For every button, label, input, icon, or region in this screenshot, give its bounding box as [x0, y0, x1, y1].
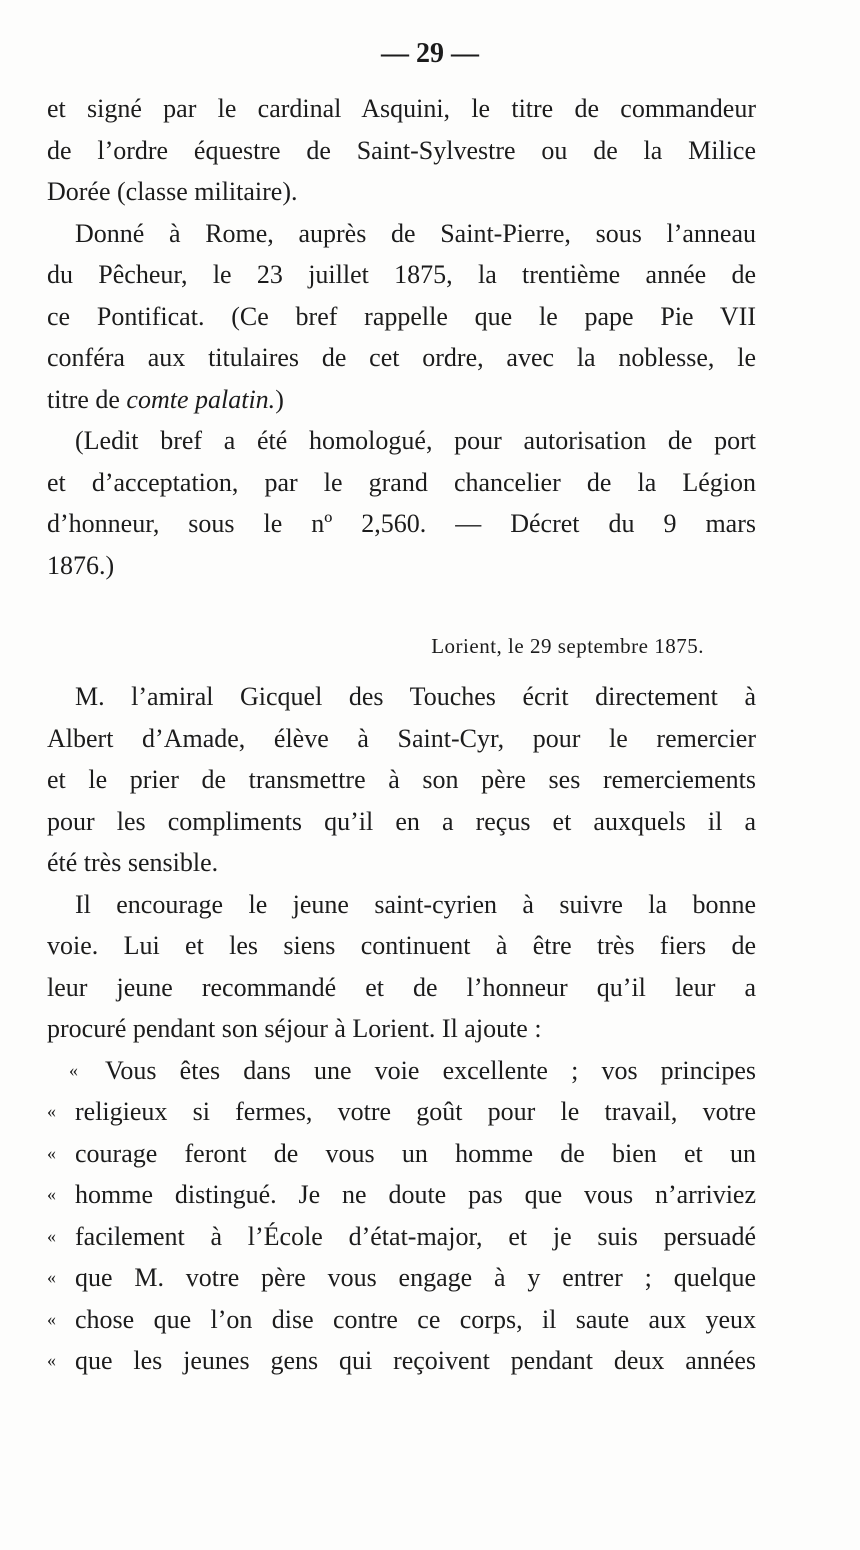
quote-line	[47, 1216, 756, 1258]
quote-line	[47, 1174, 756, 1216]
quote-line	[47, 1133, 756, 1175]
text-line: (Ledit bref a été homologué, pour autorisation de port	[75, 426, 756, 455]
letter-body	[47, 676, 756, 1382]
quote-line	[47, 1257, 756, 1299]
quote-line	[47, 1299, 756, 1341]
text-line: Donné à Rome, auprès de Saint-Pierre, sous l’anneau	[75, 218, 756, 248]
guillemet-mark: «	[47, 1308, 56, 1329]
quote-text: religieux si fermes, votre goût pour le travail, votre	[75, 1097, 756, 1126]
text-line: d’honneur, sous le nº 2,560. — Décret du 9 mars	[47, 509, 756, 538]
text-line: été très sensible.	[47, 848, 219, 877]
text-line: leur jeune recommandé et de l’honneur qu’il leur a	[47, 972, 756, 1002]
guillemet-mark: «	[47, 1267, 56, 1287]
dateline: Lorient, le 29 septembre 1875.	[431, 634, 704, 658]
guillemet-mark: «	[69, 1059, 78, 1080]
guillemet-mark: «	[47, 1101, 56, 1121]
text-line: Dorée (classe militaire).	[47, 177, 298, 206]
text-line	[47, 379, 756, 421]
text-run: titre de	[47, 384, 127, 414]
text-line: du Pêcheur, le 23 juillet 1875, la trentième année de	[47, 260, 756, 289]
quote-line	[47, 1050, 756, 1092]
italic-term: comte palatin.	[126, 384, 276, 414]
text-line: ce Pontificat. (Ce bref rappelle que le pape Pie VII	[47, 301, 756, 331]
text-line: Il encourage le jeune saint-cyrien à suivre la bonne	[75, 889, 756, 919]
quote-text: courage feront de vous un homme de bien et un	[75, 1138, 756, 1168]
text-line: conféra aux titulaires de cet ordre, avec la noblesse, le	[47, 343, 756, 372]
text-line: procuré pendant son séjour à Lorient. Il ajoute :	[47, 1014, 542, 1043]
text-line: M. l’amiral Gicquel des Touches écrit directement à	[75, 682, 756, 711]
quote-line	[47, 1091, 756, 1133]
page-number: — 29 —	[381, 38, 479, 69]
quote-text: homme distingué. Je ne doute pas que vous n’arriviez	[75, 1180, 756, 1209]
text-line: et le prier de transmettre à son père ses remerciements	[47, 765, 756, 794]
quote-text: facilement à l’École d’état-major, et je suis persuadé	[75, 1221, 756, 1251]
text-line: Albert d’Amade, élève à Saint-Cyr, pour le remercier	[47, 723, 756, 753]
text-line: voie. Lui et les siens continuent à être très fiers de	[47, 931, 756, 960]
text-line: 1876.)	[47, 550, 115, 580]
text-line: pour les compliments qu’il en a reçus et auxquels il a	[47, 806, 756, 836]
quote-text: Vous êtes dans une voie excellente ; vos principes	[105, 1055, 756, 1085]
text-line: et signé par le cardinal Asquini, le titre de commandeur	[47, 94, 756, 123]
quote-line	[47, 1340, 756, 1382]
guillemet-mark: «	[47, 1350, 56, 1370]
page-body	[47, 88, 756, 586]
guillemet-mark: «	[47, 1142, 56, 1163]
text-run: )	[275, 384, 284, 414]
dateline-block	[47, 626, 756, 668]
quote-text: chose que l’on dise contre ce corps, il saute aux yeux	[75, 1304, 756, 1334]
text-line: de l’ordre équestre de Saint-Sylvestre ou de la Milice	[47, 135, 756, 165]
guillemet-mark: «	[47, 1184, 56, 1204]
guillemet-mark: «	[47, 1225, 56, 1246]
text-line: et d’acceptation, par le grand chancelier de la Légion	[47, 467, 756, 497]
quote-text: que les jeunes gens qui reçoivent pendant deux années	[75, 1346, 756, 1375]
quote-text: que M. votre père vous engage à y entrer ; quelque	[75, 1263, 756, 1292]
